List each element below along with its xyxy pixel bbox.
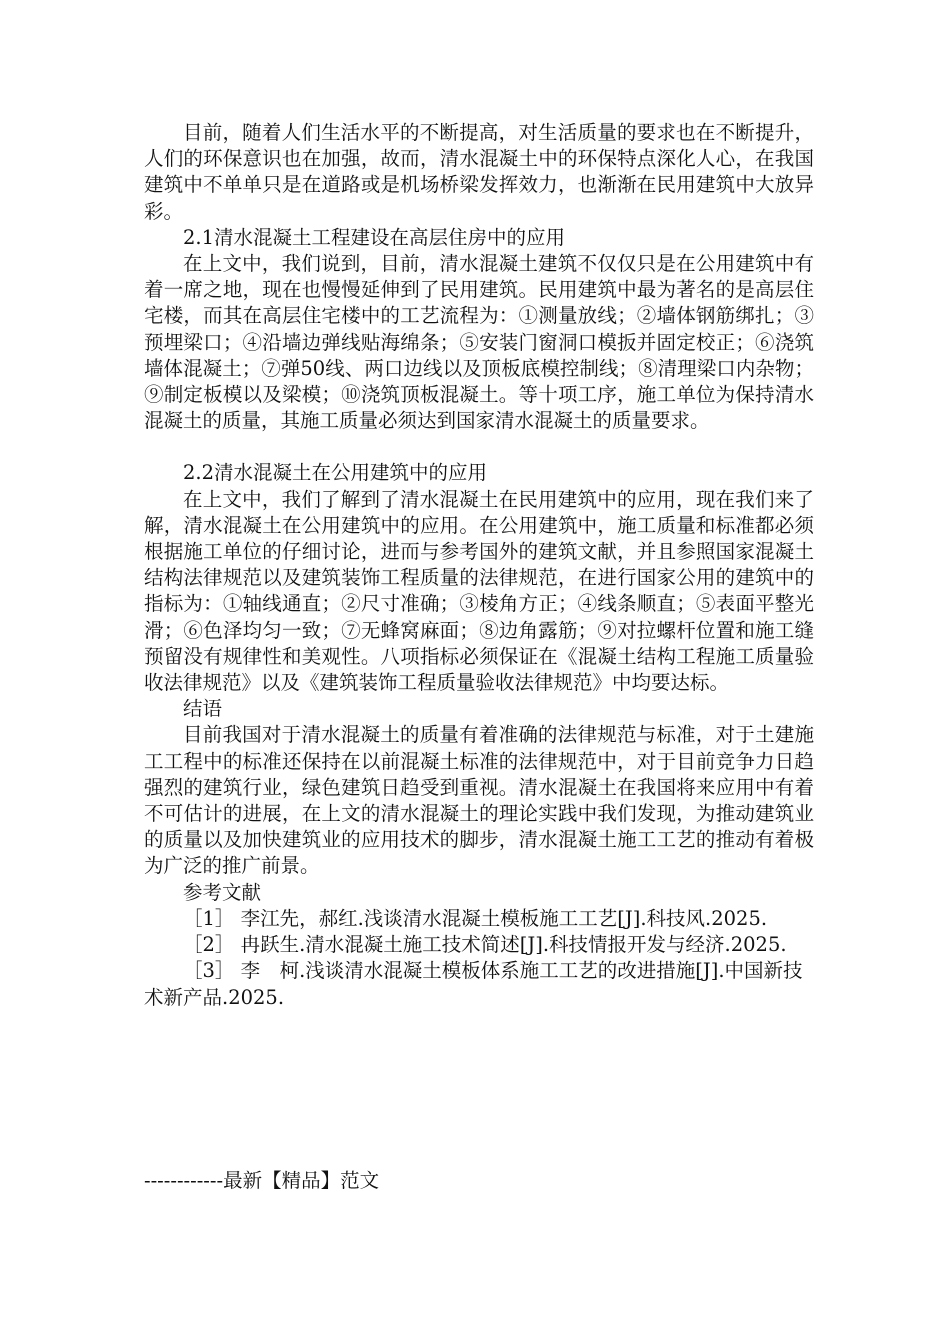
article-body <box>144 120 814 1011</box>
page-footer: ------------最新【精品】范文 <box>144 1169 380 1192</box>
paragraph-intro: 目前，随着人们生活水平的不断提高，对生活质量的要求也在不断提升，人们的环保意识也在加强，故而，清水混凝土中的环保特点深化人心，在我国建筑中不单单只是在道路或是机场桥梁发挥效力，也渐渐在民用建筑中大放异彩。 <box>144 121 814 223</box>
paragraph-conclusion: 目前我国对于清水混凝土的质量有着准确的法律规范与标准，对于土建施工工程中的标准还保持在以前混凝土标准的法律规范中，对于目前竞争力日趋强烈的建筑行业，绿色建筑日趋受到重视。清水混凝土在我国将来应用中有着不可估计的进展，在上文的清水混凝土的理论实践中我们发现，为推动建筑业的质量以及加快建筑业的应用技术的脚步，清水混凝土施工工艺的推动有着极为广泛的推广前景。 <box>144 723 814 878</box>
paragraph-residential: 在上文中，我们说到，目前，清水混凝土建筑不仅仅只是在公用建筑中有着一席之地，现在也慢慢延伸到了民用建筑。民用建筑中最为著名的是高层住宅楼，而其在高层住宅楼中的工艺流程为：①测量放线；②墙体钢筋绑扎；③预埋梁口；④沿墙边弹线贴海绵条；⑤安装门窗洞口模扳并固定校正；⑥浇筑墙体混凝土；⑦弹50线、两口边线以及顶板底模控制线；⑧清理梁口内杂物；⑨制定板模以及梁模；⑩浇筑顶板混凝土。等十项工序，施工单位为保持清水混凝土的质量，其施工质量必须达到国家清水混凝土的质量要求。 <box>144 252 814 433</box>
section-heading-2-2: 2.2清水混凝土在公用建筑中的应用 <box>183 461 488 485</box>
reference-item-2: ［2］ 冉跃生.清水混凝土施工技术简述[J].科技情报开发与经济.2025. <box>183 933 787 957</box>
paragraph-spacer <box>144 434 814 460</box>
section-heading-references: 参考文献 <box>183 880 262 904</box>
paragraph-public: 在上文中，我们了解到了清水混凝土在民用建筑中的应用，现在我们来了解，清水混凝土在公用建筑中的应用。在公用建筑中，施工质量和标准都必须根据施工单位的仔细讨论，进而与参考国外的建筑文献，并且参照国家混凝土结构法律规范以及建筑装饰工程质量的法律规范，在进行国家公用的建筑中的指标为：①轴线通直；②尺寸准确；③棱角方正；④线条顺直；⑤表面平整光滑；⑥色泽均匀一致；⑦无蜂窝麻面；⑧边角露筋；⑨对拉螺杆位置和施工缝预留没有规律性和美观性。八项指标必须保证在《混凝土结构工程施工质量验收法律规范》以及《建筑装饰工程质量验收法律规范》中均要达标。 <box>144 487 814 695</box>
section-heading-2-1: 2.1清水混凝土工程建设在高层住房中的应用 <box>183 225 566 249</box>
section-heading-conclusion: 结语 <box>183 697 223 721</box>
reference-item-3: ［3］ 李 柯.浅谈清水混凝土模板体系施工工艺的改进措施[J].中国新技术新产品.2025. <box>144 959 803 1009</box>
reference-item-1: ［1］ 李江先，郝红.浅谈清水混凝土模板施工工艺[J].科技风.2025. <box>183 906 768 930</box>
